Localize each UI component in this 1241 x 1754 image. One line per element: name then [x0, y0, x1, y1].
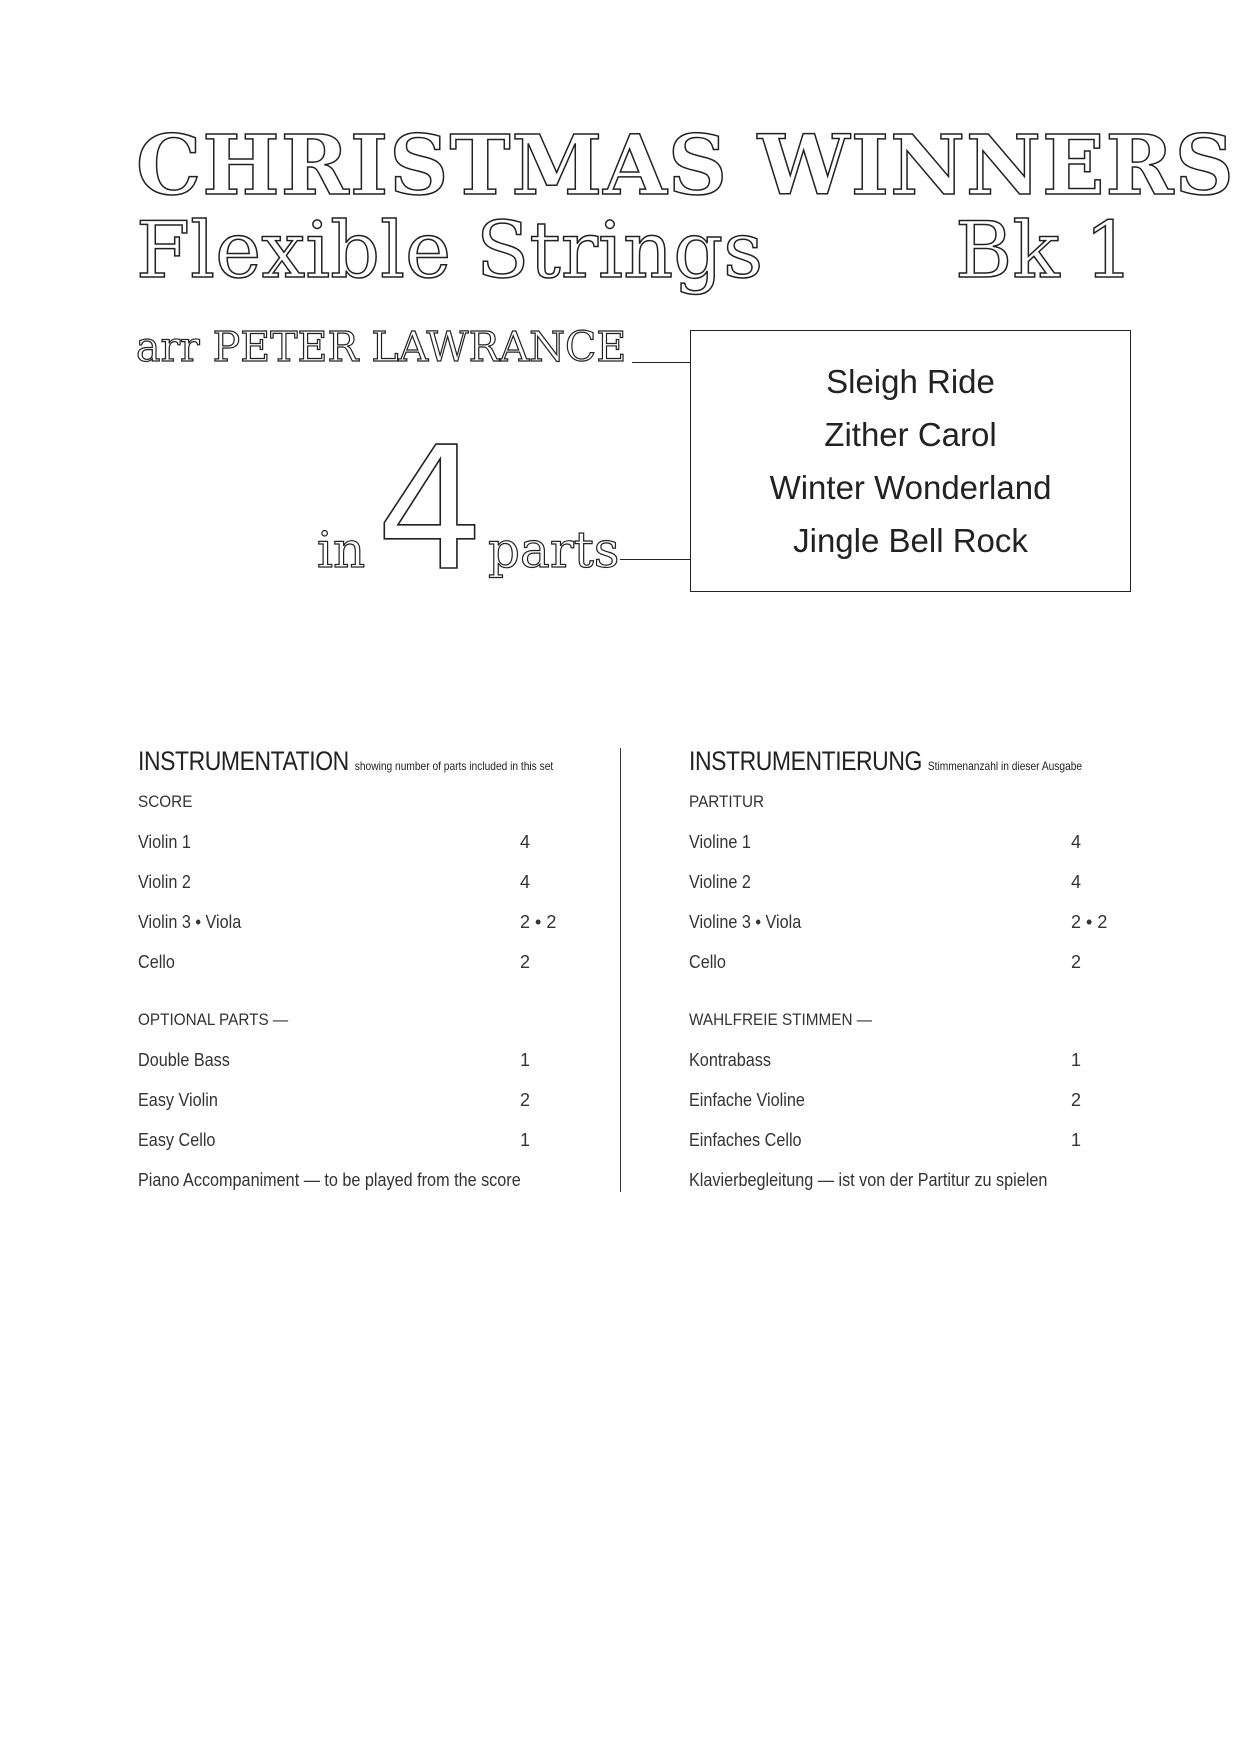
arranger-connector-line — [632, 362, 690, 363]
part-name: Violin 2 — [138, 872, 191, 892]
part-count: 1 — [520, 1130, 531, 1150]
part-row — [689, 902, 1139, 942]
column-divider — [620, 748, 621, 1192]
instrumentation-german — [689, 746, 1139, 1200]
instrumentation-heading-text: INSTRUMENTATION — [138, 746, 349, 776]
part-count: 2 • 2 — [1071, 912, 1108, 932]
part-count: 2 — [1071, 952, 1082, 972]
instrumentation-heading-text: INSTRUMENTIERUNG — [689, 746, 922, 776]
part-count: 4 — [1071, 832, 1082, 852]
book-number: Bk 1 — [955, 206, 1135, 296]
part-row — [689, 1040, 1139, 1080]
part-name: Violine 3 • Viola — [689, 912, 802, 932]
part-row — [689, 942, 1139, 982]
part-name: Cello — [138, 952, 175, 972]
song-title: Zither Carol — [824, 416, 997, 453]
part-row — [138, 902, 598, 942]
part-name: Violin 3 • Viola — [138, 912, 242, 932]
instrumentation-subheading: showing number of parts included in this set — [354, 759, 554, 773]
part-row — [689, 862, 1139, 902]
part-name: Einfaches Cello — [689, 1130, 802, 1150]
part-count: 4 — [520, 872, 531, 892]
part-row — [138, 1080, 598, 1120]
part-count: 1 — [1071, 1050, 1082, 1070]
song-list-box — [690, 330, 1131, 592]
part-count: 2 • 2 — [520, 912, 557, 932]
instrumentation-heading — [689, 746, 1083, 782]
song-title: Winter Wonderland — [769, 469, 1052, 506]
part-count: 2 — [1071, 1090, 1082, 1110]
part-name: Easy Violin — [138, 1090, 218, 1110]
song-title: Sleigh Ride — [826, 363, 995, 400]
instrumentation-heading — [138, 746, 554, 782]
part-name: Violine 1 — [689, 832, 751, 852]
parts-number: 4 — [376, 411, 485, 609]
part-row — [689, 822, 1139, 862]
score-label: SCORE — [138, 792, 193, 811]
part-name: Double Bass — [138, 1050, 230, 1070]
score-label: PARTITUR — [689, 792, 765, 811]
title-line-2: Flexible Strings — [136, 206, 764, 296]
title-line-1: CHRISTMAS WINNERS — [136, 118, 1235, 214]
part-count: 2 — [520, 1090, 531, 1110]
arranger: arr PETER LAWRANCE — [136, 323, 627, 371]
optional-parts-label: WAHLFREIE STIMMEN — — [689, 1010, 873, 1029]
part-row — [138, 942, 598, 982]
part-name: Cello — [689, 952, 726, 972]
part-name: Einfache Violine — [689, 1090, 805, 1110]
instrumentation-subheading: Stimmenanzahl in dieser Ausgabe — [927, 759, 1083, 773]
part-count: 4 — [520, 832, 531, 852]
part-row — [689, 1080, 1139, 1120]
part-name: Violin 1 — [138, 832, 191, 852]
song-title: Jingle Bell Rock — [793, 522, 1028, 559]
part-row — [138, 862, 598, 902]
part-count: 1 — [520, 1050, 531, 1070]
part-name: Kontrabass — [689, 1050, 771, 1070]
parts-connector-line — [620, 559, 690, 560]
parts-word: parts — [488, 521, 620, 579]
optional-parts-label: OPTIONAL PARTS — — [138, 1010, 289, 1029]
piano-note: Piano Accompaniment — to be played from the score — [138, 1170, 521, 1190]
part-row — [138, 1120, 598, 1160]
part-row — [689, 1120, 1139, 1160]
parts-in: in — [317, 521, 366, 579]
part-count: 2 — [520, 952, 531, 972]
part-name: Violine 2 — [689, 872, 751, 892]
piano-note: Klavierbegleitung — ist von der Partitur zu spielen — [689, 1170, 1048, 1190]
instrumentation-english — [138, 746, 598, 1200]
part-count: 1 — [1071, 1130, 1082, 1150]
part-name: Easy Cello — [138, 1130, 216, 1150]
part-count: 4 — [1071, 872, 1082, 892]
part-row — [138, 822, 598, 862]
part-row — [138, 1040, 598, 1080]
